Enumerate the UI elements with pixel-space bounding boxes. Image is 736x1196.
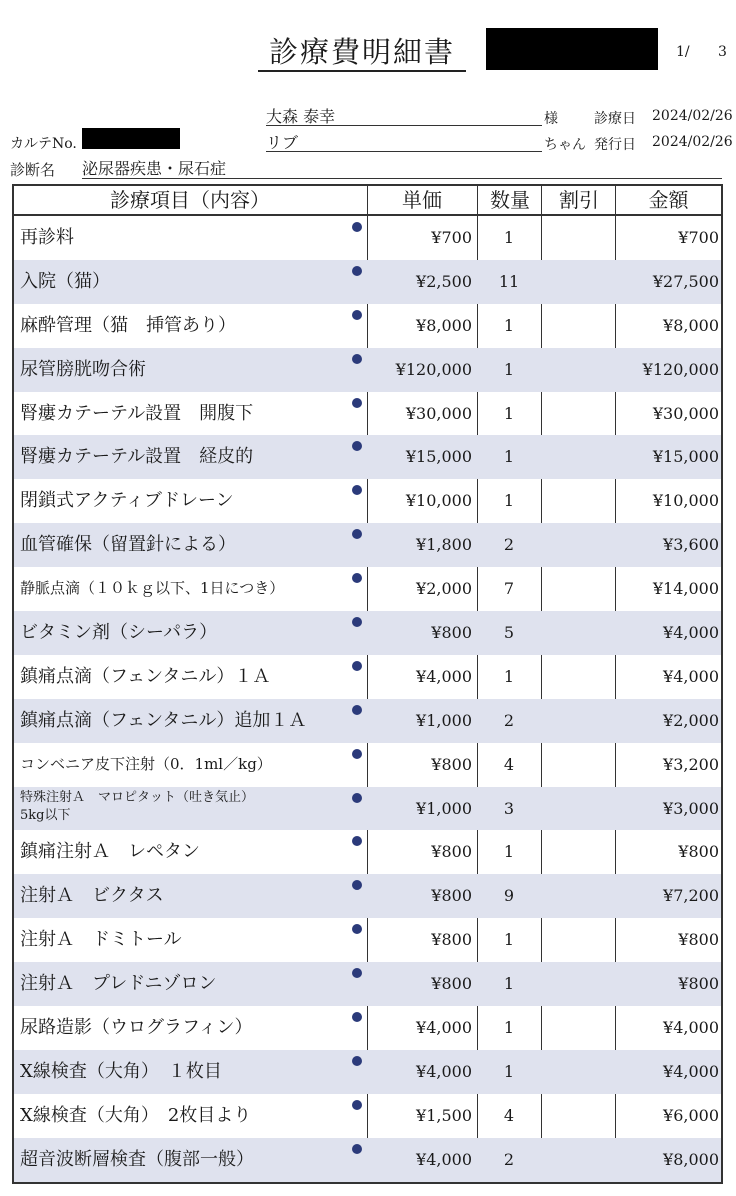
item-price: ¥1,500 <box>416 1105 472 1125</box>
item-name: 腎瘻カテーテル設置 経皮的 <box>20 446 254 468</box>
owner-suffix: 様 <box>544 111 558 127</box>
item-discount <box>544 918 614 962</box>
bullet-dot <box>352 1012 362 1022</box>
table-row <box>14 830 721 874</box>
item-price: ¥800 <box>431 754 472 774</box>
item-name: 入院（猫） <box>20 270 110 292</box>
pet-suffix: ちゃん <box>544 137 586 153</box>
item-qty: 2 <box>503 710 515 730</box>
item-name: 尿管膀胱吻合術 <box>20 358 146 380</box>
item-qty: 4 <box>503 1105 515 1125</box>
diagnosis-field <box>82 156 722 179</box>
table-row <box>14 962 721 1006</box>
item-qty: 5 <box>503 623 515 643</box>
column-header-qty: 数量 <box>490 188 530 212</box>
column-header-amount: 金額 <box>648 188 689 212</box>
item-name: 注射Ａ プレドニゾロン <box>20 973 217 995</box>
item-amount: ¥7,200 <box>663 886 719 906</box>
bullet-dot <box>352 485 362 495</box>
table-body <box>14 216 721 1182</box>
bullet-dot <box>352 1144 362 1154</box>
item-discount <box>544 1138 614 1182</box>
item-qty: 7 <box>503 579 515 599</box>
table-row <box>14 260 721 304</box>
item-amount: ¥8,000 <box>663 315 719 335</box>
item-amount: ¥800 <box>678 842 719 862</box>
item-qty: 4 <box>503 754 515 774</box>
issue-date-label: 発行日 <box>594 137 636 153</box>
item-amount: ¥700 <box>678 228 719 247</box>
item-qty: 1 <box>503 491 515 511</box>
item-amount: ¥8,000 <box>663 1149 719 1169</box>
item-amount: ¥800 <box>678 974 719 994</box>
item-discount <box>544 787 614 831</box>
item-discount <box>544 392 614 436</box>
item-name: 血管確保（留置針による） <box>20 534 236 556</box>
item-qty: 2 <box>503 1149 515 1169</box>
item-amount: ¥6,000 <box>663 1105 719 1125</box>
item-name-line: 5kg以下 <box>20 807 71 823</box>
issue-date: 2024/02/26 <box>652 134 733 150</box>
item-qty: 1 <box>503 447 515 467</box>
bullet-dot <box>352 1056 362 1066</box>
item-price: ¥700 <box>431 228 472 247</box>
bullet-dot <box>352 1100 362 1110</box>
table-row <box>14 874 721 918</box>
item-name: 腎瘻カテーテル設置 開腹下 <box>20 402 254 424</box>
item-discount <box>544 567 614 611</box>
item-price: ¥15,000 <box>405 447 472 467</box>
item-price: ¥2,500 <box>416 271 472 291</box>
pet-name: リブ <box>266 133 299 152</box>
item-qty: 1 <box>503 974 515 994</box>
table-row <box>14 523 721 567</box>
bullet-dot <box>352 749 362 759</box>
bullet-dot <box>352 880 362 890</box>
bullet-dot <box>352 836 362 846</box>
item-name: 鎮痛注射Ａ レペタン <box>20 841 200 863</box>
owner-name-field <box>266 104 542 126</box>
item-qty: 11 <box>498 271 520 291</box>
item-discount <box>544 830 614 874</box>
table-row <box>14 743 721 787</box>
bullet-dot <box>352 661 362 671</box>
column-header-discount: 割引 <box>559 188 599 212</box>
item-name: 鎮痛点滴（フェンタニル）１Ａ <box>20 665 271 687</box>
item-qty: 3 <box>503 798 515 818</box>
item-qty: 1 <box>503 315 515 335</box>
item-discount <box>544 479 614 523</box>
redacted-block <box>486 28 658 70</box>
redacted-karte-no <box>82 128 180 149</box>
bullet-dot <box>352 793 362 803</box>
item-qty: 1 <box>503 666 515 686</box>
item-qty: 1 <box>503 1061 515 1081</box>
item-price: ¥4,000 <box>416 1149 472 1169</box>
column-header-item: 診療項目（内容） <box>110 188 270 212</box>
item-amount: ¥15,000 <box>652 447 719 467</box>
bullet-dot <box>352 924 362 934</box>
item-price: ¥800 <box>431 842 472 862</box>
item-discount <box>544 1050 614 1094</box>
item-amount: ¥120,000 <box>642 359 719 379</box>
item-price: ¥4,000 <box>416 1061 472 1081</box>
item-name: 静脈点滴（１０ｋｇ以下、1日につき） <box>20 579 285 598</box>
table-row <box>14 1138 721 1182</box>
item-discount <box>544 1094 614 1138</box>
item-amount: ¥2,000 <box>663 710 719 730</box>
item-discount <box>544 216 614 260</box>
diagnosis: 泌尿器疾患・尿石症 <box>82 159 227 178</box>
item-discount <box>544 699 614 743</box>
bullet-dot <box>352 968 362 978</box>
item-name: 鎮痛点滴（フェンタニル）追加１Ａ <box>20 709 307 731</box>
item-qty: 1 <box>503 1018 515 1038</box>
item-price: ¥10,000 <box>405 491 472 511</box>
bullet-dot <box>352 573 362 583</box>
item-discount <box>544 523 614 567</box>
item-amount: ¥3,200 <box>663 754 719 774</box>
item-name: 注射Ａ ドミトール <box>20 929 182 951</box>
table-row <box>14 1050 721 1094</box>
diagnosis-label: 診断名 <box>10 161 56 179</box>
owner-name: 大森 泰幸 <box>266 107 336 126</box>
item-amount: ¥10,000 <box>652 491 719 511</box>
table-row <box>14 479 721 523</box>
item-amount: ¥27,500 <box>652 271 719 291</box>
item-qty: 2 <box>503 535 515 555</box>
item-amount: ¥800 <box>678 930 719 950</box>
bullet-dot <box>352 529 362 539</box>
fee-table <box>12 184 723 1184</box>
karte-label: カルテNo. <box>10 136 77 152</box>
bullet-dot <box>352 222 362 232</box>
item-qty: 1 <box>503 228 515 247</box>
item-name: X線検査（大角） １枚目 <box>20 1060 222 1082</box>
item-amount: ¥4,000 <box>663 623 719 643</box>
item-name: X線検査（大角） 2枚目より <box>20 1104 252 1126</box>
item-qty: 1 <box>503 403 515 423</box>
bullet-dot <box>352 705 362 715</box>
item-price: ¥1,000 <box>416 710 472 730</box>
table-row <box>14 655 721 699</box>
page-current: 1/ <box>676 44 690 60</box>
table-row <box>14 787 721 831</box>
item-discount <box>544 1006 614 1050</box>
bullet-dot <box>352 266 362 276</box>
item-price: ¥30,000 <box>405 403 472 423</box>
table-row <box>14 1094 721 1138</box>
item-name: 再診料 <box>20 227 74 248</box>
item-amount: ¥3,600 <box>663 535 719 555</box>
item-discount <box>544 655 614 699</box>
item-qty: 9 <box>503 886 515 906</box>
item-name: 閉鎖式アクティブドレーン <box>20 490 234 512</box>
item-name: 麻酔管理（猫 挿管あり） <box>20 314 236 336</box>
item-price: ¥8,000 <box>416 315 472 335</box>
table-row <box>14 392 721 436</box>
item-discount <box>544 348 614 392</box>
column-header-price: 単価 <box>402 188 442 212</box>
item-name: コンベニア皮下注射（0．1ml／kg） <box>20 754 272 773</box>
table-row <box>14 348 721 392</box>
item-name: ビタミン剤（シーパラ） <box>20 622 218 644</box>
item-amount: ¥4,000 <box>663 1061 719 1081</box>
item-discount <box>544 962 614 1006</box>
item-price: ¥800 <box>431 974 472 994</box>
item-qty: 1 <box>503 359 515 379</box>
item-discount <box>544 260 614 304</box>
item-discount <box>544 743 614 787</box>
table-row <box>14 699 721 743</box>
item-price: ¥800 <box>431 930 472 950</box>
item-qty: 1 <box>503 842 515 862</box>
table-row <box>14 611 721 655</box>
page-total: 3 <box>718 44 727 60</box>
item-name-line: 特殊注射Ａ マロピタット（吐き気止） <box>20 789 255 805</box>
table-row <box>14 567 721 611</box>
item-qty: 1 <box>503 930 515 950</box>
table-row <box>14 304 721 348</box>
item-name: 超音波断層検査（腹部一般） <box>20 1148 254 1170</box>
item-price: ¥800 <box>431 886 472 906</box>
bullet-dot <box>352 354 362 364</box>
item-price: ¥120,000 <box>395 359 472 379</box>
item-name: 尿路造影（ウログラフィン） <box>20 1017 253 1039</box>
document-title: 診療費明細書 <box>258 30 466 72</box>
item-discount <box>544 874 614 918</box>
item-amount: ¥4,000 <box>663 1018 719 1038</box>
item-amount: ¥30,000 <box>652 403 719 423</box>
table-row <box>14 1006 721 1050</box>
bullet-dot <box>352 310 362 320</box>
bullet-dot <box>352 398 362 408</box>
visit-date-label: 診療日 <box>594 111 636 127</box>
bullet-dot <box>352 617 362 627</box>
visit-date: 2024/02/26 <box>652 108 733 124</box>
item-amount: ¥14,000 <box>652 579 719 599</box>
item-price: ¥4,000 <box>416 1018 472 1038</box>
item-price: ¥800 <box>431 623 472 643</box>
item-amount: ¥3,000 <box>663 798 719 818</box>
bullet-dot <box>352 441 362 451</box>
item-price: ¥1,000 <box>416 798 472 818</box>
item-amount: ¥4,000 <box>663 666 719 686</box>
table-row <box>14 216 721 260</box>
item-name: 注射Ａ ビクタス <box>20 885 164 907</box>
table-row <box>14 918 721 962</box>
item-price: ¥4,000 <box>416 666 472 686</box>
item-price: ¥1,800 <box>416 535 472 555</box>
item-discount <box>544 435 614 479</box>
item-discount <box>544 304 614 348</box>
item-price: ¥2,000 <box>416 579 472 599</box>
table-row <box>14 435 721 479</box>
pet-name-field <box>266 130 542 152</box>
item-name <box>20 789 350 833</box>
item-discount <box>544 611 614 655</box>
